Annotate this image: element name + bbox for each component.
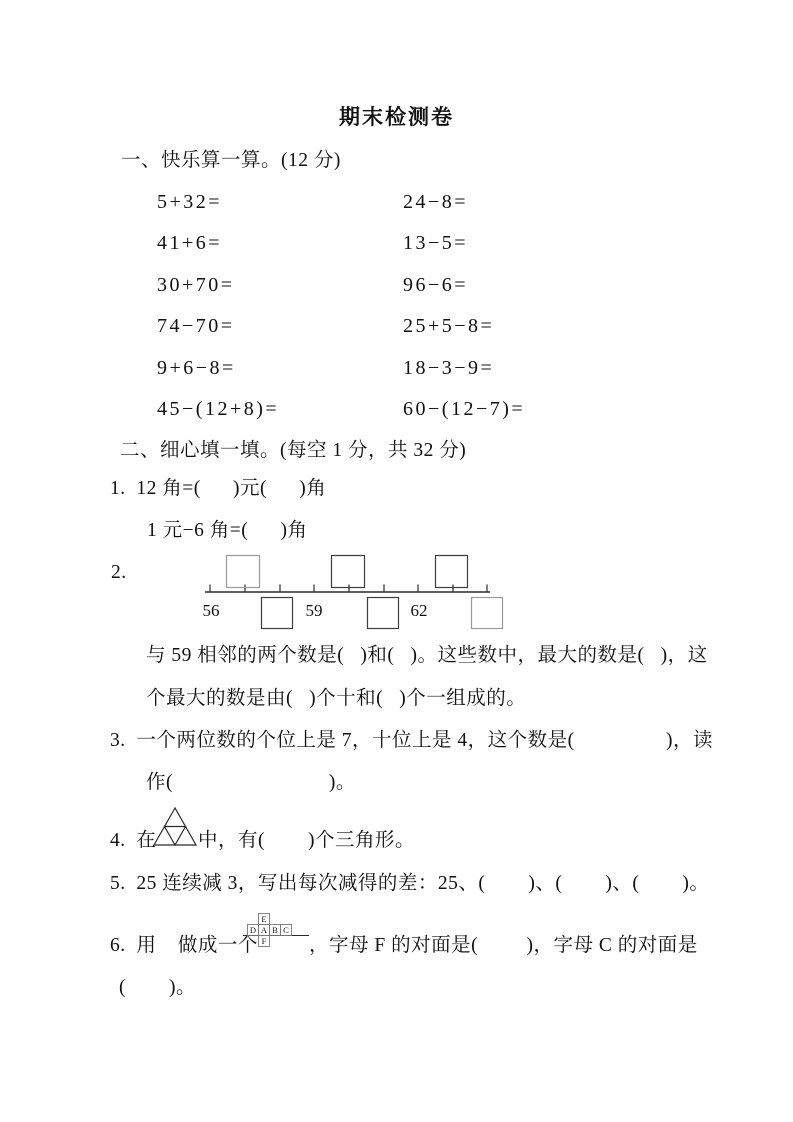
problem-expression: 96−6= bbox=[403, 273, 469, 296]
answer-box-below bbox=[472, 598, 503, 629]
number-label: 56 bbox=[202, 601, 220, 620]
net-letter: B bbox=[272, 925, 278, 935]
problem-expression: 9+6−8= bbox=[157, 356, 236, 379]
number-line-figure bbox=[199, 547, 509, 635]
problem-expression: 41+6= bbox=[157, 232, 223, 255]
answer-box-below bbox=[368, 598, 399, 629]
net-letter: D bbox=[249, 925, 257, 935]
arithmetic-problems bbox=[157, 191, 657, 439]
problem-expression: 25+5−8= bbox=[403, 315, 495, 338]
section-2-heading: 二、细心填一填。(每空 1 分，共 32 分) bbox=[120, 440, 467, 461]
problem-row bbox=[157, 191, 657, 232]
net-letter: C bbox=[283, 925, 289, 935]
number-label: 59 bbox=[305, 601, 323, 620]
problem-expression: 74−70= bbox=[157, 315, 235, 338]
number-label: 62 bbox=[410, 601, 428, 620]
question-6-suffix: ，字母 F 的对面是( )，字母 C 的对面是 bbox=[309, 935, 698, 956]
problem-expression: 24−8= bbox=[403, 191, 469, 213]
question-1-line-1: 1. 12 角=( )元( )角 bbox=[110, 478, 327, 499]
problem-row bbox=[157, 398, 657, 439]
problem-expression: 30+70= bbox=[157, 273, 235, 296]
problem-expression: 60−(12−7)= bbox=[403, 397, 526, 420]
page-title: 期末检测卷 bbox=[339, 106, 454, 129]
net-letter: A bbox=[260, 925, 268, 935]
tick-marks bbox=[210, 585, 487, 593]
net-letter: F bbox=[261, 936, 267, 946]
question-2-desc-line-2: 个最大的数是由( )个十和( )个一组成的。 bbox=[146, 688, 527, 709]
problem-row bbox=[157, 315, 657, 356]
question-3-line-1: 3. 一个两位数的个位上是 7，十位上是 4，这个数是( )，读 bbox=[110, 730, 713, 751]
answer-box-above bbox=[332, 556, 365, 588]
question-2-desc-line-1: 与 59 相邻的两个数是( )和( )。这些数中，最大的数是( )，这 bbox=[146, 645, 708, 666]
problem-expression: 13−5= bbox=[403, 232, 469, 255]
question-1-line-2: 1 元−6 角=( )角 bbox=[147, 520, 308, 541]
problem-expression: 18−3−9= bbox=[403, 356, 495, 379]
answer-box-above bbox=[436, 556, 468, 588]
question-3-line-2: 作( )。 bbox=[146, 772, 356, 793]
question-2-number: 2. bbox=[111, 562, 127, 583]
answer-box-above bbox=[227, 556, 260, 588]
net-letter: E bbox=[261, 914, 267, 924]
triangle-figure bbox=[152, 806, 198, 849]
question-6-prefix: 6. 用 做成一个 bbox=[110, 935, 258, 956]
problem-expression: 5+32= bbox=[157, 191, 223, 213]
problem-expression: 45−(12+8)= bbox=[157, 397, 280, 420]
cube-net-figure bbox=[243, 911, 313, 949]
question-5-line: 5. 25 连续减 3，写出每次减得的差：25、( )、( )、( )。 bbox=[110, 873, 710, 894]
problem-row bbox=[157, 232, 657, 273]
question-4-suffix: 中，有( )个三角形。 bbox=[198, 830, 415, 851]
question-4-prefix: 4. 在 bbox=[110, 830, 157, 851]
section-1-heading: 一、快乐算一算。(12 分) bbox=[121, 150, 341, 171]
answer-box-below bbox=[262, 598, 293, 629]
problem-row bbox=[157, 274, 657, 315]
inner-triangle bbox=[165, 827, 186, 846]
question-6-line-2: ( )。 bbox=[119, 977, 196, 998]
problem-row bbox=[157, 357, 657, 398]
